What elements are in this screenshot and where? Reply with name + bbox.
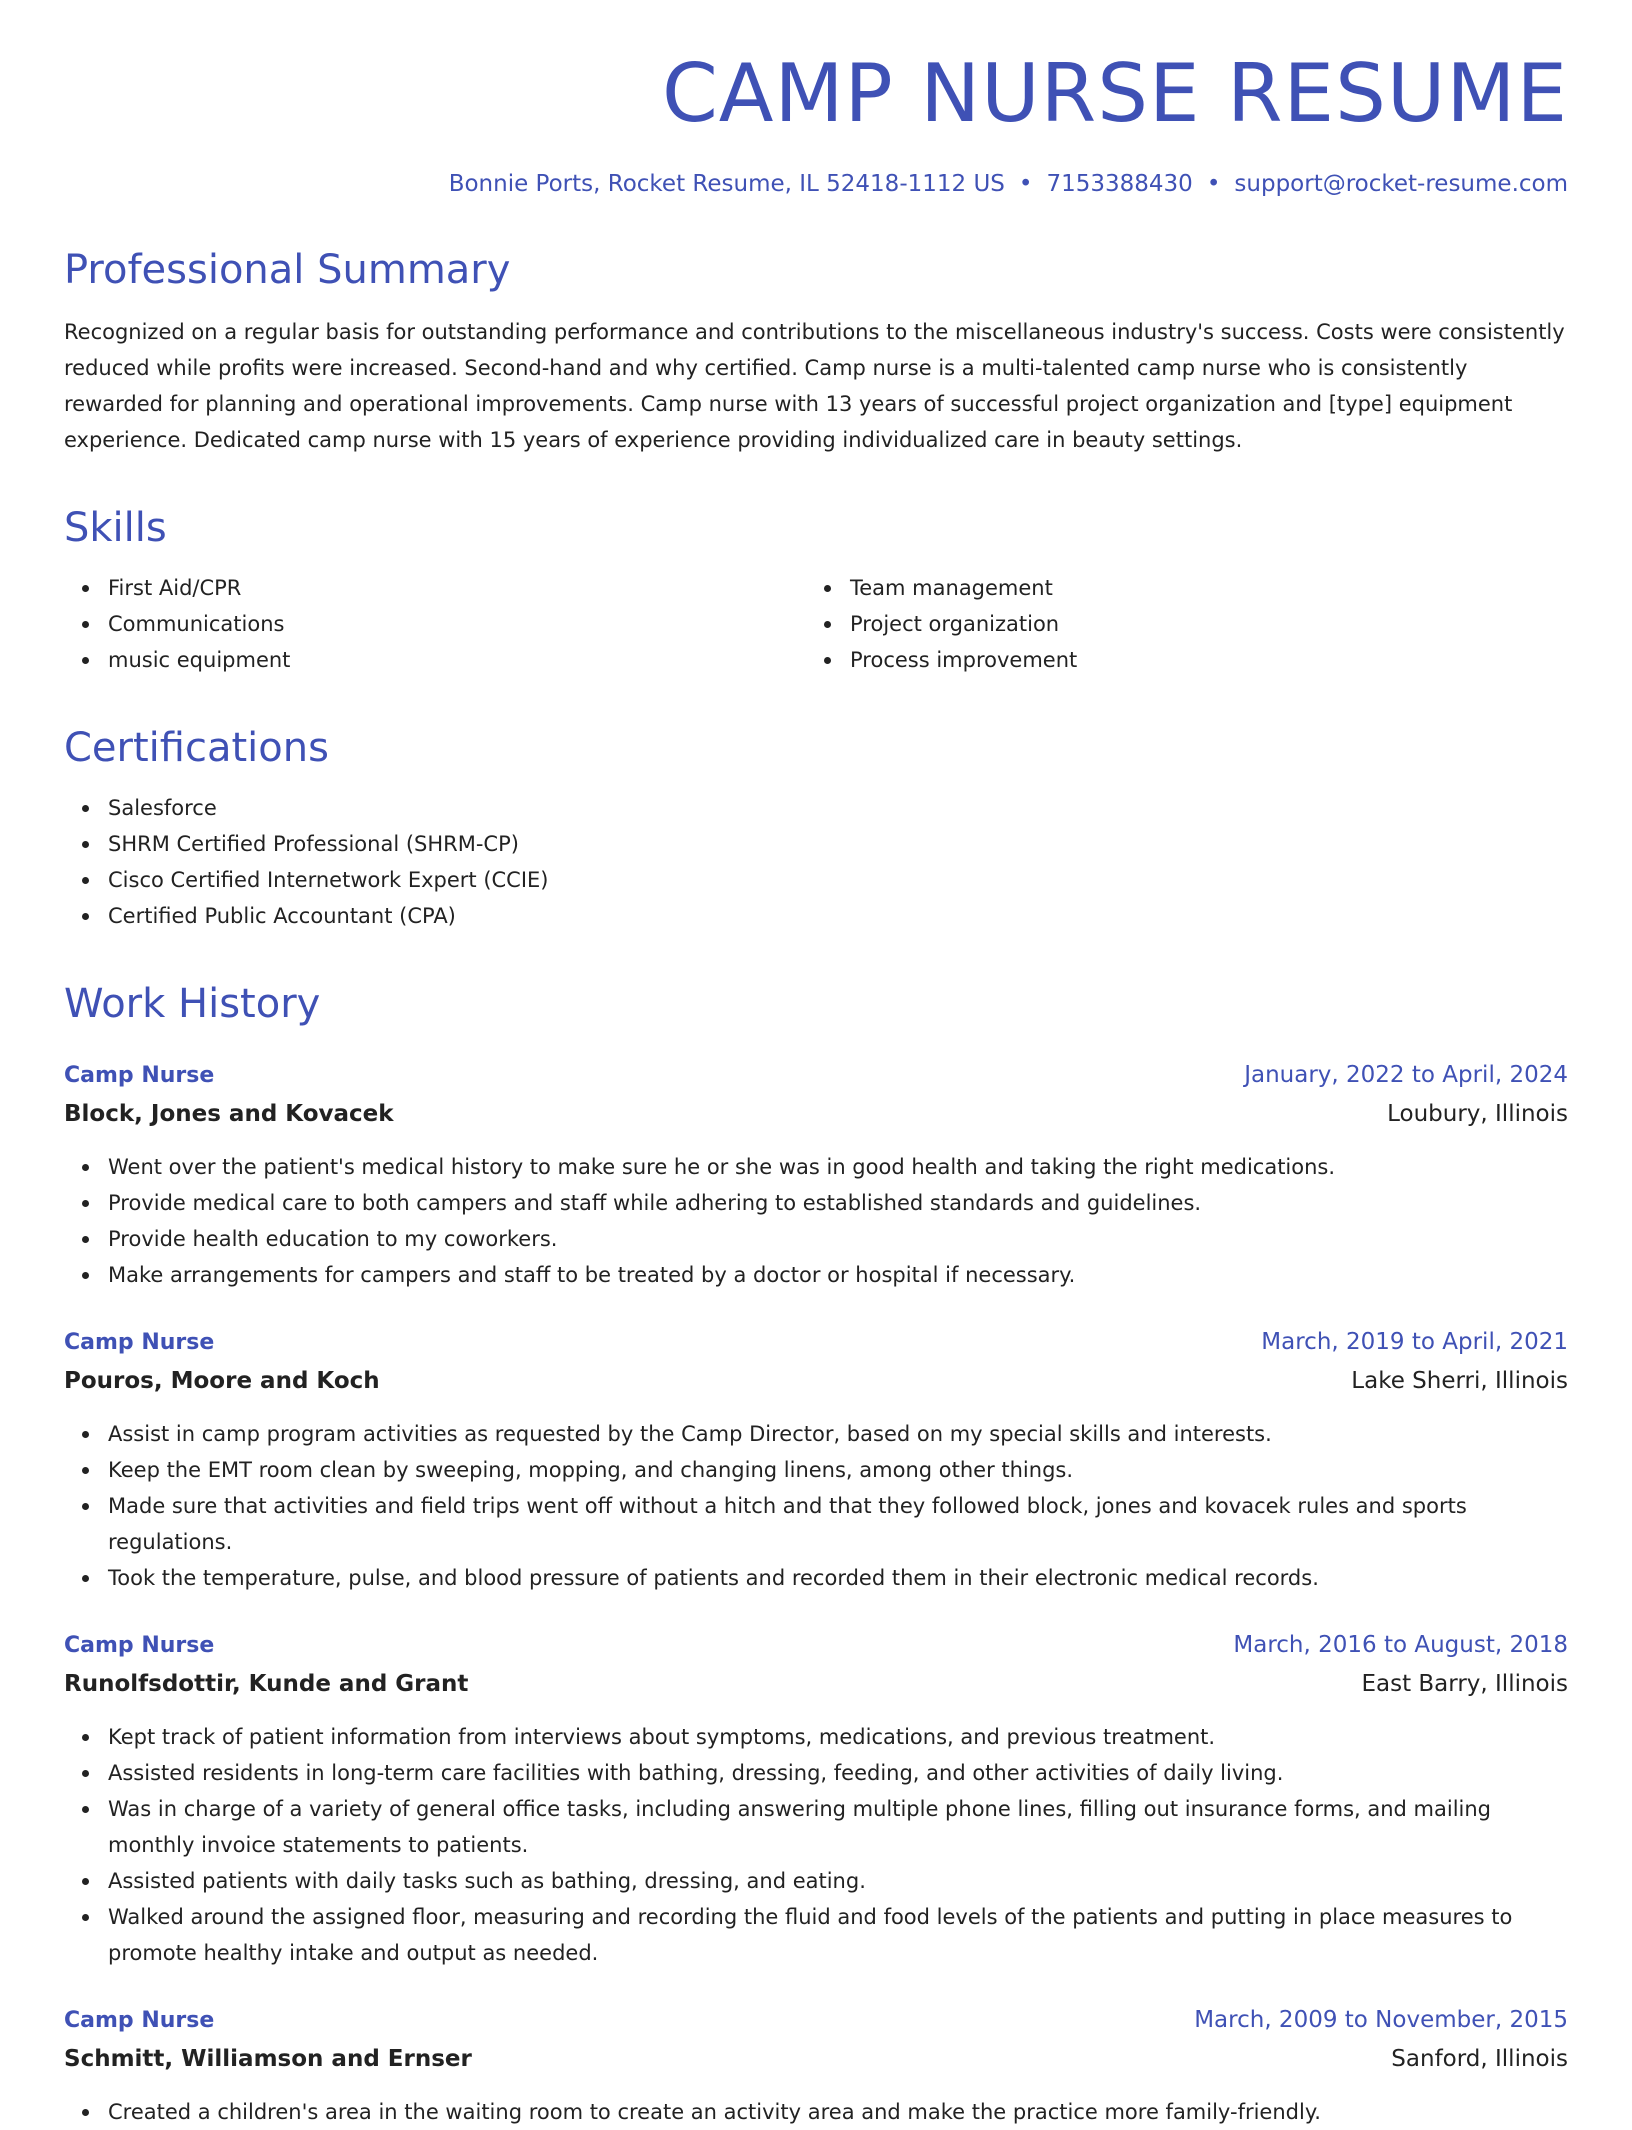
job-bullet: Keep the EMT room clean by sweeping, mopping, and changing linens, among other things. <box>64 1452 1568 1488</box>
certifications-list <box>64 790 1568 934</box>
job-location: Sanford, Illinois <box>1391 2045 1568 2072</box>
summary-text: Recognized on a regular basis for outstanding performance and contributions to the miscellaneous industry's success. Costs were consistently reduced while profits were increased. Second-hand and why certified. Camp nurse is a multi-talented camp nurse who is consistently rewarded for planning and operational improvements. Camp nurse with 13 years of successful project organization and [type] equipment experience. Dedicated camp nurse with 15 years of experience providing individualized care in beauty settings. <box>64 319 1565 452</box>
job-header-row <box>64 1056 1568 1095</box>
job-bullet: Made sure that activities and field trips went off without a hitch and that they followed block, jones and kovacek rules and sports regulations. <box>64 1488 1568 1560</box>
job-location: East Barry, Illinois <box>1361 1670 1568 1697</box>
skills-column-left <box>64 570 806 678</box>
certification-item: Cisco Certified Internetwork Expert (CCIE) <box>64 862 1568 898</box>
job-bullet: Went over the patient's medical history to make sure he or she was in good health and taking the right medications. <box>64 1149 1568 1185</box>
job-bullets <box>64 1149 1568 1293</box>
job-company: Pouros, Moore and Koch <box>64 1367 380 1394</box>
job-title: Camp Nurse <box>64 1062 215 1088</box>
job-employer-row <box>64 1095 1568 1133</box>
contact-email[interactable]: support@rocket-resume.com <box>1234 171 1568 197</box>
skill-item: Team management <box>806 570 1548 606</box>
summary-heading: Professional Summary <box>64 246 511 293</box>
contact-separator: • <box>1206 171 1221 197</box>
skill-item: Communications <box>64 606 806 642</box>
job-dates: March, 2019 to April, 2021 <box>1261 1328 1568 1355</box>
contact-phone: 7153388430 <box>1046 171 1193 197</box>
certification-item: SHRM Certified Professional (SHRM-CP) <box>64 826 1568 862</box>
job-bullet: Took the temperature, pulse, and blood pressure of patients and recorded them in their electronic medical records. <box>64 1560 1568 1596</box>
job-bullet: Kept track of patient information from interviews about symptoms, medications, and previous treatment. <box>64 1719 1568 1755</box>
skill-item: Project organization <box>806 606 1548 642</box>
certifications-heading: Certifications <box>64 724 329 771</box>
job-entry <box>64 1626 1568 1971</box>
job-title: Camp Nurse <box>64 1632 215 1658</box>
job-dates: March, 2009 to November, 2015 <box>1194 2006 1568 2033</box>
job-company: Runolfsdottir, Kunde and Grant <box>64 1670 469 1697</box>
skills-heading: Skills <box>64 504 167 551</box>
certification-item: Certified Public Accountant (CPA) <box>64 898 1568 934</box>
contact-separator: • <box>1018 171 1033 197</box>
job-bullets <box>64 1719 1568 1971</box>
job-bullet: Provide medical care to both campers and staff while adhering to established standards and guidelines. <box>64 1185 1568 1221</box>
job-dates: January, 2022 to April, 2024 <box>1244 1061 1568 1088</box>
job-bullet: Created a children's area in the waiting room to create an activity area and make the practice more family-friendly. <box>64 2094 1568 2130</box>
job-bullet: Assist in camp program activities as requested by the Camp Director, based on my special skills and interests. <box>64 1416 1568 1452</box>
skill-item: music equipment <box>64 642 806 678</box>
job-company: Block, Jones and Kovacek <box>64 1100 394 1127</box>
contact-line <box>64 170 1568 200</box>
skills-column-right <box>806 570 1548 678</box>
resume-title: CAMP NURSE RESUME <box>661 47 1568 140</box>
job-bullet: Walked around the assigned floor, measuring and recording the fluid and food levels of the patients and putting in place measures to promote healthy intake and output as needed. <box>64 1899 1568 1971</box>
certification-item: Salesforce <box>64 790 1568 826</box>
job-title: Camp Nurse <box>64 2007 215 2033</box>
job-bullet: Make arrangements for campers and staff to be treated by a doctor or hospital if necessary. <box>64 1257 1568 1293</box>
job-bullet: Assisted patients with daily tasks such as bathing, dressing, and eating. <box>64 1863 1568 1899</box>
skill-item: Process improvement <box>806 642 1548 678</box>
job-bullet: Assisted residents in long-term care facilities with bathing, dressing, feeding, and other activities of daily living. <box>64 1755 1568 1791</box>
job-entry <box>64 1323 1568 1596</box>
job-company: Schmitt, Williamson and Ernser <box>64 2045 472 2072</box>
contact-address: Bonnie Ports, Rocket Resume, IL 52418-1112 US <box>448 171 1005 197</box>
job-entry <box>64 1056 1568 1293</box>
job-employer-row <box>64 1362 1568 1400</box>
job-bullet: Provide health education to my coworkers. <box>64 1221 1568 1257</box>
job-employer-row <box>64 2040 1568 2078</box>
job-header-row <box>64 2001 1568 2040</box>
work-history-heading: Work History <box>64 980 321 1027</box>
skills-list <box>64 570 1568 678</box>
job-location: Loubury, Illinois <box>1387 1100 1568 1127</box>
job-employer-row <box>64 1665 1568 1703</box>
job-bullets <box>64 1416 1568 1596</box>
job-entry <box>64 2001 1568 2130</box>
job-header-row <box>64 1323 1568 1362</box>
skill-item: First Aid/CPR <box>64 570 806 606</box>
job-bullet: Was in charge of a variety of general office tasks, including answering multiple phone lines, filling out insurance forms, and mailing monthly invoice statements to patients. <box>64 1791 1568 1863</box>
job-title: Camp Nurse <box>64 1329 215 1355</box>
job-dates: March, 2016 to August, 2018 <box>1233 1631 1568 1658</box>
job-header-row <box>64 1626 1568 1665</box>
job-location: Lake Sherri, Illinois <box>1351 1367 1568 1394</box>
